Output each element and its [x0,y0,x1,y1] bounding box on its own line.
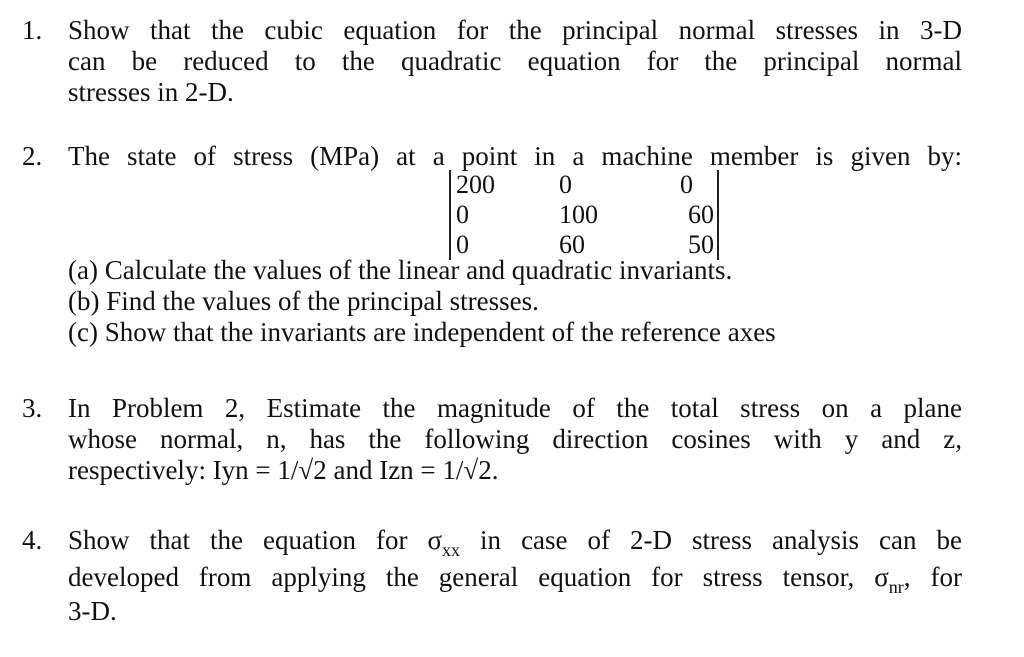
sub-question-c: (c) Show that the invariants are independent of the reference axes [68,317,776,347]
text-line: 3-D. [68,596,117,626]
text-line [68,525,962,559]
stress-matrix [449,170,719,260]
sub-question-a: (a) Calculate the values of the linear and quadratic invariants. [68,255,733,285]
matrix-cell: 60 [559,230,585,259]
matrix-cell: 0 [456,230,469,259]
text-line: stresses in 2-D. [68,77,234,107]
text-line: whose normal, n, has the following direction cosines with y and z, [68,424,962,454]
text-segment: , for [903,562,963,592]
text-line: can be reduced to the quadratic equation for the principal normal [68,46,962,76]
matrix-cell: 0 [559,170,572,199]
matrix-cell: 50 [688,230,714,259]
text-line: The state of stress (MPa) at a point in a machine member is given by: [68,141,962,171]
matrix-cell: 0 [680,170,693,199]
subscript: nr [888,577,904,597]
problem-text [68,141,962,371]
text-segment: in case of 2-D stress analysis can be [460,525,962,555]
matrix-cell: 0 [456,200,469,229]
problem-number: 3. [22,393,43,423]
matrix-cell: 100 [559,200,598,229]
problem-text [68,525,962,627]
sub-questions [68,255,776,348]
problem-text [68,15,962,108]
matrix-cell: 60 [688,200,714,229]
matrix-cell: 200 [456,170,495,199]
text-line: Show that the cubic equation for the principal normal stresses in 3-D [68,15,962,45]
text-line: In Problem 2, Estimate the magnitude of the total stress on a plane [68,393,962,423]
sub-question-b: (b) Find the values of the principal stresses. [68,286,539,316]
text-segment: Show that the equation for σ [68,525,443,555]
text-line [68,562,962,596]
problem-text [68,393,962,486]
problem-number: 1. [22,15,43,45]
text-line: respectively: Iyn = 1/√2 and Izn = 1/√2. [68,455,499,485]
problem-number: 4. [22,525,43,555]
problem-number: 2. [22,141,43,171]
subscript: xx [442,540,461,560]
text-segment: developed from applying the general equation for stress tensor, σ [68,562,889,592]
